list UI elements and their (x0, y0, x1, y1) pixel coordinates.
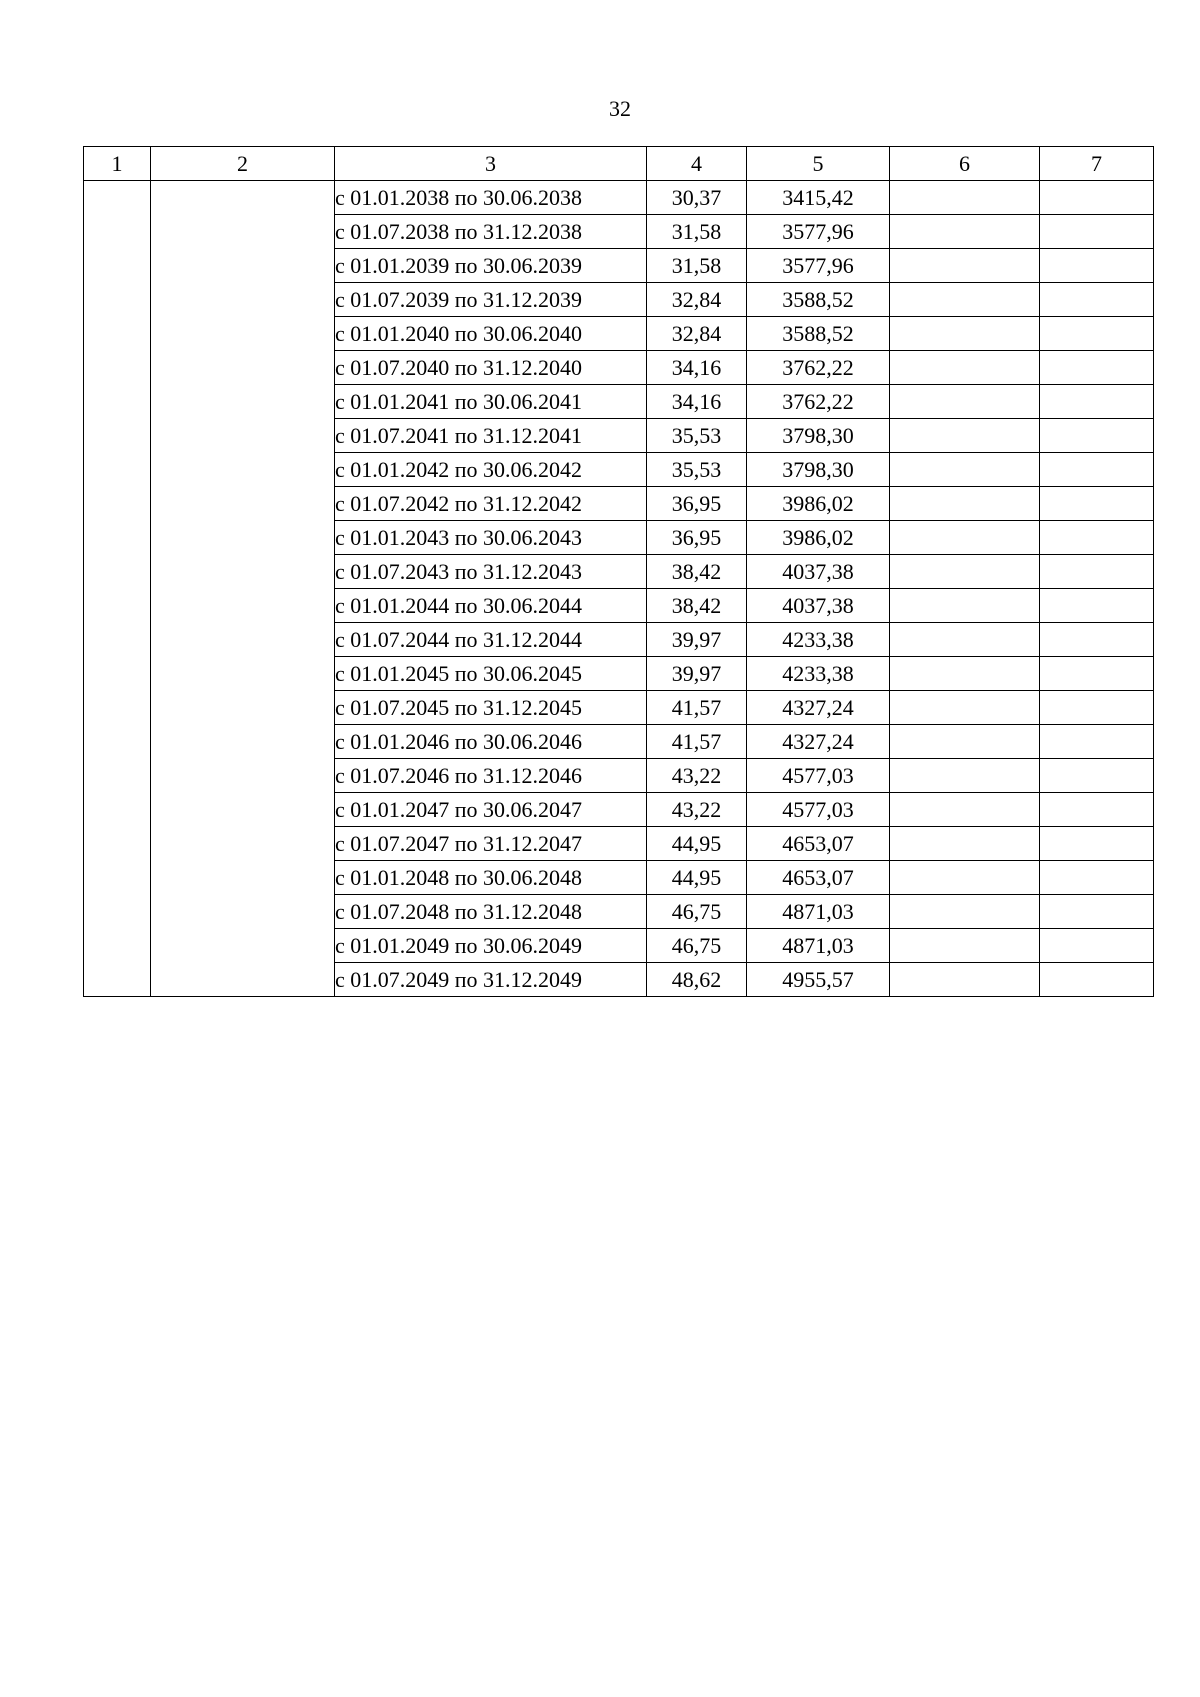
value-col7-cell (1040, 759, 1154, 793)
period-cell: с 01.07.2040 по 31.12.2040 (335, 351, 647, 385)
value-col7-cell (1040, 487, 1154, 521)
value-col4-cell: 34,16 (647, 351, 747, 385)
value-col5-cell: 3986,02 (747, 521, 890, 555)
period-cell: с 01.07.2048 по 31.12.2048 (335, 895, 647, 929)
value-col5-cell: 4327,24 (747, 691, 890, 725)
period-cell: с 01.01.2041 по 30.06.2041 (335, 385, 647, 419)
value-col7-cell (1040, 793, 1154, 827)
value-col4-cell: 44,95 (647, 827, 747, 861)
value-col5-cell: 3798,30 (747, 419, 890, 453)
value-col6-cell (890, 895, 1040, 929)
value-col5-cell: 3588,52 (747, 317, 890, 351)
value-col6-cell (890, 963, 1040, 997)
period-cell: с 01.01.2038 по 30.06.2038 (335, 181, 647, 215)
value-col7-cell (1040, 827, 1154, 861)
value-col6-cell (890, 589, 1040, 623)
value-col4-cell: 48,62 (647, 963, 747, 997)
value-col6-cell (890, 453, 1040, 487)
value-col7-cell (1040, 929, 1154, 963)
header-col-5: 5 (747, 147, 890, 181)
value-col5-cell: 4233,38 (747, 657, 890, 691)
value-col5-cell: 3762,22 (747, 385, 890, 419)
value-col5-cell: 4577,03 (747, 793, 890, 827)
value-col6-cell (890, 725, 1040, 759)
value-col6-cell (890, 521, 1040, 555)
period-cell: с 01.07.2045 по 31.12.2045 (335, 691, 647, 725)
value-col4-cell: 31,58 (647, 249, 747, 283)
value-col6-cell (890, 283, 1040, 317)
value-col4-cell: 44,95 (647, 861, 747, 895)
value-col5-cell: 4577,03 (747, 759, 890, 793)
header-row (84, 147, 1154, 181)
period-cell: с 01.01.2045 по 30.06.2045 (335, 657, 647, 691)
period-cell: с 01.01.2048 по 30.06.2048 (335, 861, 647, 895)
period-cell: с 01.07.2046 по 31.12.2046 (335, 759, 647, 793)
value-col4-cell: 46,75 (647, 929, 747, 963)
value-col4-cell: 39,97 (647, 657, 747, 691)
value-col7-cell (1040, 385, 1154, 419)
value-col6-cell (890, 385, 1040, 419)
value-col5-cell: 3986,02 (747, 487, 890, 521)
value-col6-cell (890, 759, 1040, 793)
value-col7-cell (1040, 623, 1154, 657)
value-col7-cell (1040, 963, 1154, 997)
period-cell: с 01.01.2049 по 30.06.2049 (335, 929, 647, 963)
period-cell: с 01.07.2047 по 31.12.2047 (335, 827, 647, 861)
header-col-3: 3 (335, 147, 647, 181)
period-cell: с 01.01.2047 по 30.06.2047 (335, 793, 647, 827)
value-col5-cell: 3762,22 (747, 351, 890, 385)
value-col4-cell: 39,97 (647, 623, 747, 657)
value-col4-cell: 43,22 (647, 759, 747, 793)
value-col7-cell (1040, 351, 1154, 385)
period-cell: с 01.07.2039 по 31.12.2039 (335, 283, 647, 317)
value-col5-cell: 3577,96 (747, 249, 890, 283)
value-col5-cell: 4871,03 (747, 895, 890, 929)
value-col5-cell: 4233,38 (747, 623, 890, 657)
value-col4-cell: 38,42 (647, 555, 747, 589)
header-col-6: 6 (890, 147, 1040, 181)
value-col6-cell (890, 317, 1040, 351)
value-col6-cell (890, 657, 1040, 691)
value-col4-cell: 36,95 (647, 521, 747, 555)
header-col-7: 7 (1040, 147, 1154, 181)
value-col6-cell (890, 249, 1040, 283)
merged-cell-col1 (84, 181, 151, 997)
value-col6-cell (890, 181, 1040, 215)
value-col7-cell (1040, 283, 1154, 317)
value-col6-cell (890, 419, 1040, 453)
period-cell: с 01.07.2049 по 31.12.2049 (335, 963, 647, 997)
table-body (84, 181, 1154, 997)
value-col7-cell (1040, 725, 1154, 759)
value-col7-cell (1040, 453, 1154, 487)
value-col6-cell (890, 691, 1040, 725)
value-col6-cell (890, 861, 1040, 895)
value-col7-cell (1040, 521, 1154, 555)
value-col6-cell (890, 215, 1040, 249)
value-col7-cell (1040, 181, 1154, 215)
value-col5-cell: 4653,07 (747, 861, 890, 895)
period-cell: с 01.01.2039 по 30.06.2039 (335, 249, 647, 283)
tariff-table (83, 146, 1154, 997)
value-col6-cell (890, 793, 1040, 827)
period-cell: с 01.07.2041 по 31.12.2041 (335, 419, 647, 453)
value-col7-cell (1040, 861, 1154, 895)
merged-cell-col2 (151, 181, 335, 997)
period-cell: с 01.07.2042 по 31.12.2042 (335, 487, 647, 521)
value-col6-cell (890, 555, 1040, 589)
period-cell: с 01.01.2043 по 30.06.2043 (335, 521, 647, 555)
value-col7-cell (1040, 691, 1154, 725)
period-cell: с 01.01.2042 по 30.06.2042 (335, 453, 647, 487)
value-col4-cell: 46,75 (647, 895, 747, 929)
value-col6-cell (890, 929, 1040, 963)
header-col-1: 1 (84, 147, 151, 181)
value-col4-cell: 41,57 (647, 725, 747, 759)
value-col5-cell: 4327,24 (747, 725, 890, 759)
header-col-4: 4 (647, 147, 747, 181)
value-col5-cell: 3415,42 (747, 181, 890, 215)
period-cell: с 01.01.2044 по 30.06.2044 (335, 589, 647, 623)
value-col6-cell (890, 487, 1040, 521)
value-col6-cell (890, 623, 1040, 657)
period-cell: с 01.07.2044 по 31.12.2044 (335, 623, 647, 657)
value-col4-cell: 34,16 (647, 385, 747, 419)
value-col4-cell: 32,84 (647, 283, 747, 317)
header-col-2: 2 (151, 147, 335, 181)
value-col5-cell: 4871,03 (747, 929, 890, 963)
value-col5-cell: 4037,38 (747, 589, 890, 623)
value-col4-cell: 30,37 (647, 181, 747, 215)
value-col7-cell (1040, 555, 1154, 589)
value-col5-cell: 3588,52 (747, 283, 890, 317)
value-col5-cell: 3798,30 (747, 453, 890, 487)
period-cell: с 01.07.2038 по 31.12.2038 (335, 215, 647, 249)
value-col7-cell (1040, 589, 1154, 623)
page-number: 32 (609, 96, 631, 121)
value-col5-cell: 4037,38 (747, 555, 890, 589)
value-col7-cell (1040, 215, 1154, 249)
value-col4-cell: 35,53 (647, 453, 747, 487)
table-row (84, 181, 1154, 215)
value-col4-cell: 38,42 (647, 589, 747, 623)
value-col7-cell (1040, 419, 1154, 453)
period-cell: с 01.01.2046 по 30.06.2046 (335, 725, 647, 759)
value-col6-cell (890, 827, 1040, 861)
value-col7-cell (1040, 895, 1154, 929)
value-col4-cell: 41,57 (647, 691, 747, 725)
value-col4-cell: 43,22 (647, 793, 747, 827)
value-col4-cell: 31,58 (647, 215, 747, 249)
value-col7-cell (1040, 657, 1154, 691)
table-header (84, 147, 1154, 181)
value-col5-cell: 3577,96 (747, 215, 890, 249)
value-col4-cell: 32,84 (647, 317, 747, 351)
value-col4-cell: 35,53 (647, 419, 747, 453)
value-col5-cell: 4653,07 (747, 827, 890, 861)
period-cell: с 01.07.2043 по 31.12.2043 (335, 555, 647, 589)
period-cell: с 01.01.2040 по 30.06.2040 (335, 317, 647, 351)
value-col6-cell (890, 351, 1040, 385)
value-col4-cell: 36,95 (647, 487, 747, 521)
value-col5-cell: 4955,57 (747, 963, 890, 997)
value-col7-cell (1040, 249, 1154, 283)
value-col7-cell (1040, 317, 1154, 351)
